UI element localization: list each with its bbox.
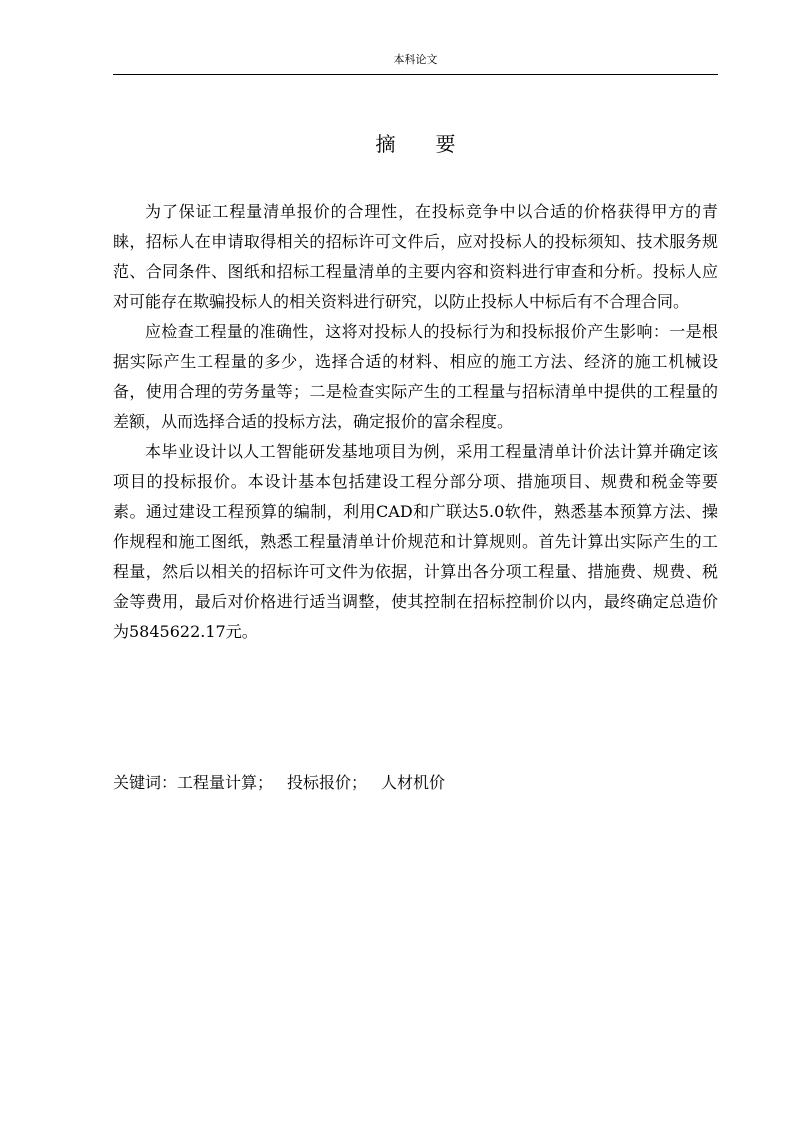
- abstract-paragraph-3: 本毕业设计以人工智能研发基地项目为例，采用工程量清单计价法计算并确定该项目的投标报价。本设计基本包括建设工程分部分项、措施项目、规费和税金等要素。通过建设工程预算的编制，利用CAD和广联达5.0软件，熟悉基本预算方法、操作规程和施工图纸，熟悉工程量清单计价规范和计算规则。首先计算出实际产生的工程量，然后以相关的招标许可文件为依据，计算出各分项工程量、措施费、规费、税金等费用，最后对价格进行适当调整，使其控制在招标控制价以内，最终确定总造价为5845622.17元。: [113, 442, 718, 641]
- running-header: [113, 52, 718, 75]
- keywords-label: 关键词：: [113, 773, 178, 792]
- keyword-item: 人材机价: [381, 773, 446, 792]
- abstract-paragraph-2: 应检查工程量的准确性，这将对投标人的投标行为和投标报价产生影响：一是根据实际产生工程量的多少，选择合适的材料、相应的施工方法、经济的施工机械设备，使用合理的劳务量等；二是检查实际产生的工程量与招标清单中提供的工程量的差额，从而选择合适的投标方法，确定报价的富余程度。: [113, 322, 718, 431]
- title-char-1: 摘: [375, 132, 396, 156]
- keywords-line: [113, 768, 718, 798]
- header-text: 本科论文: [393, 53, 438, 66]
- abstract-paragraph-1: 为了保证工程量清单报价的合理性，在投标竞争中以合适的价格获得甲方的青睐，招标人在申请取得相关的招标许可文件后，应对投标人的投标须知、技术服务规范、合同条件、图纸和招标工程量清单的主要内容和资料进行审查和分析。投标人应对可能存在欺骗投标人的相关资料进行研究，以防止投标人中标后有不合理合同。: [113, 202, 718, 311]
- abstract-title: [113, 130, 718, 158]
- keyword-item: 投标报价；: [287, 773, 368, 792]
- title-char-2: 要: [435, 132, 456, 156]
- abstract-body: [113, 197, 718, 647]
- keyword-item: 工程量计算；: [177, 773, 274, 792]
